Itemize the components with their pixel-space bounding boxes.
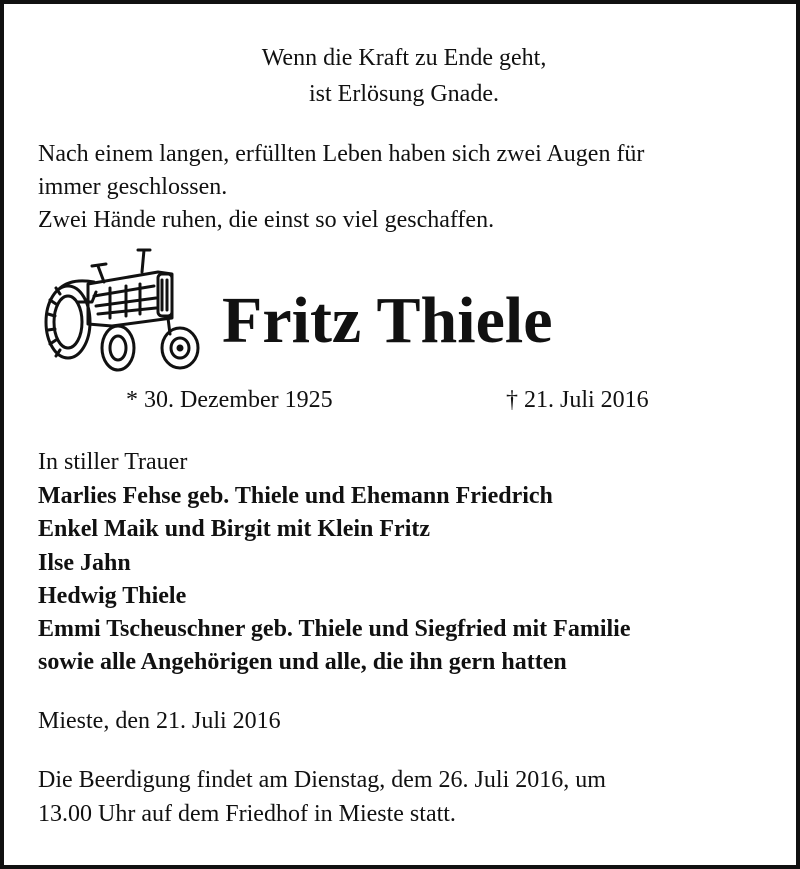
funeral-line-2: 13.00 Uhr auf dem Friedhof in Mieste statt.	[38, 801, 456, 827]
mourner-line: Hedwig Thiele	[38, 583, 187, 609]
death-date: † 21. Juli 2016	[506, 387, 649, 413]
deceased-name: Fritz Thiele	[222, 284, 553, 357]
mourner-line: Emmi Tscheuschner geb. Thiele und Siegfried mit Familie	[38, 616, 631, 642]
birth-date: * 30. Dezember 1925	[126, 387, 333, 413]
mourner-line: Enkel Maik und Birgit mit Klein Fritz	[38, 516, 431, 542]
mourner-line: Ilse Jahn	[38, 550, 131, 576]
place-date: Mieste, den 21. Juli 2016	[38, 708, 281, 734]
mourner-line: sowie alle Angehörigen und alle, die ihn gern hatten	[38, 649, 567, 675]
verse-line-1: Wenn die Kraft zu Ende geht,	[261, 45, 547, 71]
mourner-line: Marlies Fehse geb. Thiele und Ehemann Friedrich	[38, 483, 553, 509]
intro-line-3: Zwei Hände ruhen, die einst so viel geschaffen.	[38, 207, 495, 233]
tractor-icon	[38, 244, 202, 372]
intro-line-2: immer geschlossen.	[38, 174, 228, 200]
mourning-heading: In stiller Trauer	[38, 449, 188, 475]
intro-line-1: Nach einem langen, erfüllten Leben haben sich zwei Augen für	[38, 141, 645, 167]
funeral-line-1: Die Beerdigung findet am Dienstag, dem 26. Juli 2016, um	[38, 767, 606, 793]
verse-line-2: ist Erlösung Gnade.	[309, 81, 499, 107]
